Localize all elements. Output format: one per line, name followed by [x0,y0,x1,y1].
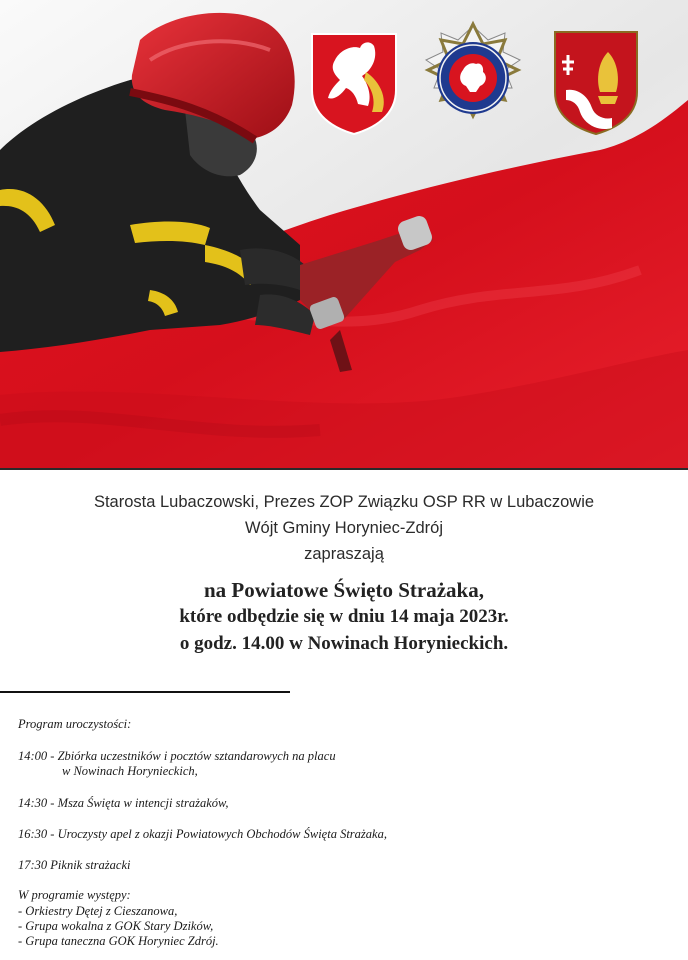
polish-flag-background [0,0,688,470]
program-item-1-continued: w Nowinach Horynieckich, [62,764,198,778]
performance-item-1: - Orkiestry Dętej z Cieszanowa, [18,904,178,918]
powiat-lubaczowski-coat-of-arms [312,34,396,134]
section-divider [0,691,290,693]
header-image [0,0,688,470]
performance-item-2: - Grupa wokalna z GOK Stary Dzików, [18,919,214,933]
event-title: na Powiatowe Święto Strażaka, [204,578,484,602]
program-item-3: 16:30 - Uroczysty apel z okazji Powiatowych Obchodów Święta Strażaka, [18,827,387,841]
header-divider [0,468,688,470]
event-date: które odbędzie się w dniu 14 maja 2023r. [179,606,509,627]
program-heading: Program uroczystości: [18,717,132,731]
organizers-line: Starosta Lubaczowski, Prezes ZOP Związku OSP RR w Lubaczowie [93,493,595,511]
program-item-2: 14:30 - Msza Święta w intencji strażaków, [18,796,229,810]
program-item-4: 17:30 Piknik strażacki [18,858,131,872]
program-item-1: 14:00 - Zbiórka uczestników i pocztów sztandarowych na placu [18,749,336,763]
horyniec-zdroj-coat-of-arms [555,32,637,134]
invite-line: zapraszają [304,545,384,563]
performances-heading: W programie występy: [18,888,131,902]
event-time-place: o godz. 14.00 w Nowinach Horynieckich. [179,633,509,654]
mayor-line: Wójt Gminy Horyniec-Zdrój [244,519,444,537]
performance-item-3: - Grupa taneczna GOK Horyniec Zdrój. [18,934,219,948]
